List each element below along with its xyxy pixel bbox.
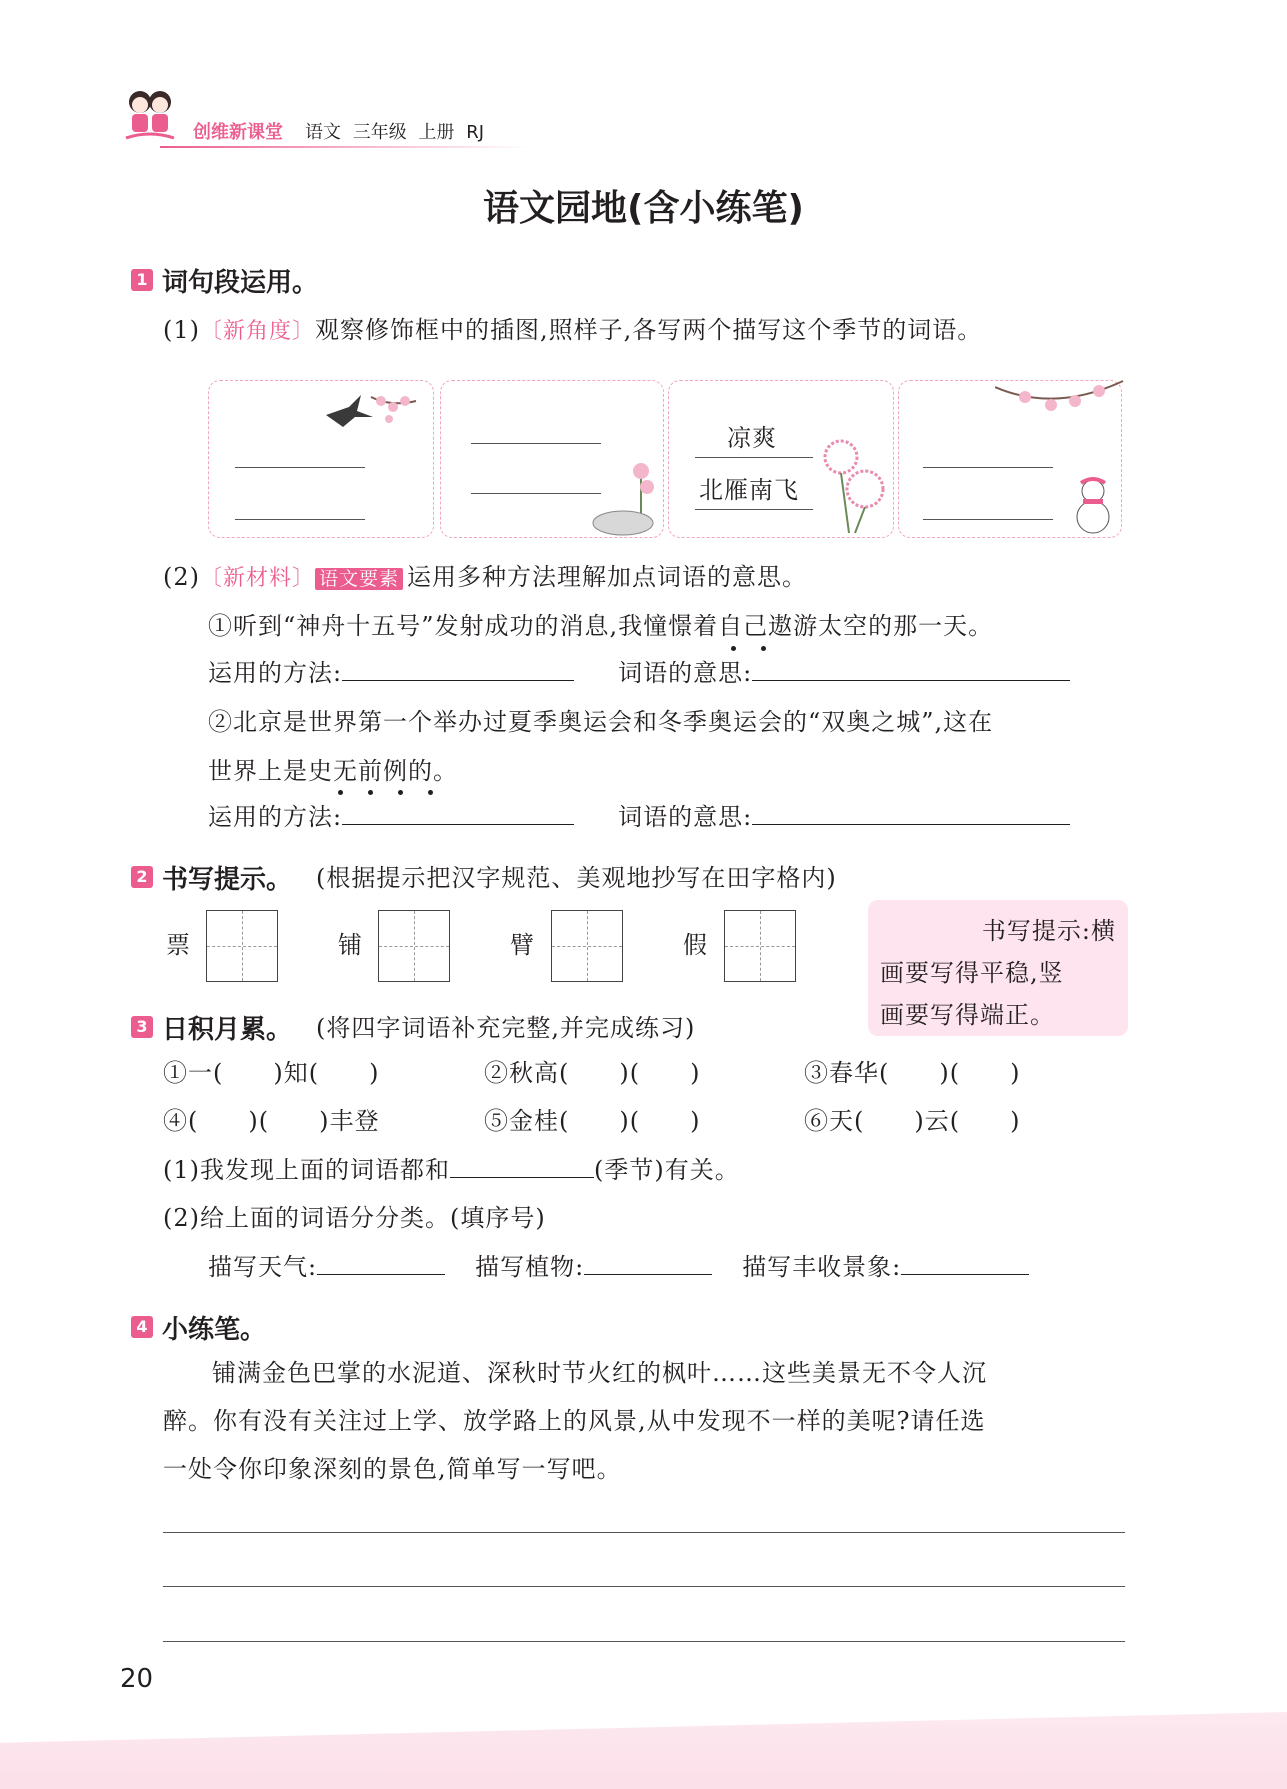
header-mascot [124, 86, 176, 148]
q1-part2 [163, 560, 807, 596]
footer-band [0, 1712, 1287, 1789]
q1-part2-label: (2) [163, 563, 200, 591]
method-row-1 [208, 656, 1070, 690]
spring-answer-line-1 [235, 467, 365, 468]
idiom-5: ⑤金桂( )( ) [484, 1107, 701, 1135]
char-jia: 假 [683, 931, 708, 959]
char-pu: 铺 [338, 931, 363, 959]
header-grade: 三年级 [352, 122, 407, 143]
header-brand: 创维新课堂 [193, 122, 283, 143]
q3-part1-text-a: (1)我发现上面的词语都和 [163, 1156, 450, 1184]
new-angle-tag: 〔新角度〕 [200, 319, 316, 344]
q1-part2-text: 运用多种方法理解加点词语的意思。 [407, 563, 808, 591]
summer-answer-line-1 [471, 443, 601, 444]
q4-number: 4 [131, 1316, 153, 1338]
header-divider [160, 146, 530, 148]
meaning-blank-2[interactable] [752, 802, 1070, 825]
q4-text-line-1: 铺满金色巴掌的水泥道、深秋时节火红的枫叶……这些美景无不令人沉 [212, 1359, 987, 1387]
new-material-tag: 〔新材料〕 [200, 566, 316, 591]
q3-number: 3 [131, 1016, 153, 1038]
method-label-2: 运用的方法: [208, 803, 343, 831]
header-info [305, 118, 484, 144]
lotus-icon [591, 457, 661, 537]
q1-part1 [163, 313, 982, 349]
header-volume: 上册 [418, 122, 455, 143]
emphasis-dot [731, 646, 736, 651]
q3-subtitle: (将四字词语补充完整,并完成练习) [316, 1014, 696, 1042]
spring-answer-line-2 [235, 519, 365, 520]
example-word-2: 北雁南飞 [699, 476, 799, 504]
page-title: 语文园地(含小练笔) [483, 188, 804, 229]
summer-answer-line-2 [471, 493, 601, 494]
meaning-label-1: 词语的意思: [618, 659, 753, 687]
sentence-2-line-2: 世界上是史无前例的。 [208, 757, 458, 785]
writing-line-1[interactable] [163, 1532, 1125, 1533]
example-line-1 [695, 457, 813, 458]
emphasis-dot [761, 646, 766, 651]
header-subject: 语文 [305, 122, 341, 143]
chrysanthemum-icon [815, 437, 891, 537]
plum-branch-icon [995, 367, 1125, 427]
method-blank-2[interactable] [342, 802, 574, 825]
char-bi: 臂 [510, 931, 535, 959]
header-edition: RJ [466, 122, 485, 143]
q2-number: 2 [131, 866, 153, 888]
tip-line-1: 书写提示:横 [981, 917, 1116, 945]
category-row [208, 1250, 1029, 1284]
winter-answer-line-1 [923, 467, 1053, 468]
q1-number: 1 [131, 269, 153, 291]
writing-line-2[interactable] [163, 1586, 1125, 1587]
meaning-label-2: 词语的意思: [618, 803, 753, 831]
q2-title: 书写提示。 [162, 865, 293, 895]
language-element-tag: 语文要素 [315, 568, 403, 590]
idiom-2: ②秋高( )( ) [484, 1059, 701, 1087]
writing-line-3[interactable] [163, 1641, 1125, 1642]
season-frame-autumn [668, 380, 894, 538]
category-plant-blank[interactable] [584, 1252, 712, 1275]
emphasis-dot [428, 790, 433, 795]
swallow-icon [321, 387, 421, 457]
q3-part1 [163, 1153, 740, 1187]
winter-answer-line-2 [923, 519, 1053, 520]
q3-part1-text-b: (季节)有关。 [594, 1156, 740, 1184]
tianzige-box-1[interactable] [206, 910, 278, 982]
tianzige-box-4[interactable] [724, 910, 796, 982]
method-blank-1[interactable] [342, 658, 574, 681]
idiom-3: ③春华( )( ) [804, 1059, 1021, 1087]
page-number: 20 [120, 1664, 154, 1694]
meaning-blank-1[interactable] [752, 658, 1070, 681]
idiom-1: ①一( )知( ) [163, 1059, 380, 1087]
q2-subtitle: (根据提示把汉字规范、美观地抄写在田字格内) [316, 864, 837, 892]
snowman-icon [1069, 475, 1117, 535]
sentence-1: ①听到“神舟十五号”发射成功的消息,我憧憬着自己遨游太空的那一天。 [208, 612, 994, 640]
tip-line-2: 画要写得平稳,竖 [880, 959, 1064, 987]
method-row-2 [208, 800, 1070, 834]
example-word-1: 凉爽 [727, 424, 777, 452]
sentence-2-line-1: ②北京是世界第一个举办过夏季奥运会和冬季奥运会的“双奥之城”,这在 [208, 708, 994, 736]
idiom-6: ⑥天( )云( ) [804, 1107, 1021, 1135]
char-piao: 票 [166, 931, 191, 959]
category-plant-label: 描写植物: [475, 1253, 585, 1281]
q1-part1-text: 观察修饰框中的插图,照样子,各写两个描写这个季节的词语。 [315, 316, 983, 344]
category-weather-blank[interactable] [317, 1252, 445, 1275]
season-frame-summer [440, 380, 664, 538]
tip-line-3: 画要写得端正。 [880, 1001, 1055, 1029]
method-label-1: 运用的方法: [208, 659, 343, 687]
emphasis-dot [338, 790, 343, 795]
q4-text-line-2: 醉。你有没有关注过上学、放学路上的风景,从中发现不一样的美呢?请任选 [163, 1407, 986, 1435]
writing-tip-box [868, 900, 1128, 1036]
q3-title: 日积月累。 [162, 1015, 293, 1045]
q4-text-line-3: 一处令你印象深刻的景色,简单写一写吧。 [163, 1455, 622, 1483]
idiom-4: ④( )( )丰登 [163, 1107, 380, 1135]
example-line-2 [695, 509, 813, 510]
q3-part2: (2)给上面的词语分分类。(填序号) [163, 1204, 546, 1232]
category-weather-label: 描写天气: [208, 1253, 318, 1281]
season-blank[interactable] [450, 1155, 594, 1178]
q1-part1-label: (1) [163, 316, 200, 344]
tianzige-box-3[interactable] [551, 910, 623, 982]
season-frame-winter [898, 380, 1122, 538]
tianzige-box-2[interactable] [378, 910, 450, 982]
q4-title: 小练笔。 [162, 1315, 267, 1345]
category-harvest-label: 描写丰收景象: [742, 1253, 902, 1281]
q1-title: 词句段运用。 [162, 268, 319, 298]
category-harvest-blank[interactable] [901, 1252, 1029, 1275]
emphasis-dot [398, 790, 403, 795]
season-frame-spring [208, 380, 434, 538]
emphasis-dot [368, 790, 373, 795]
